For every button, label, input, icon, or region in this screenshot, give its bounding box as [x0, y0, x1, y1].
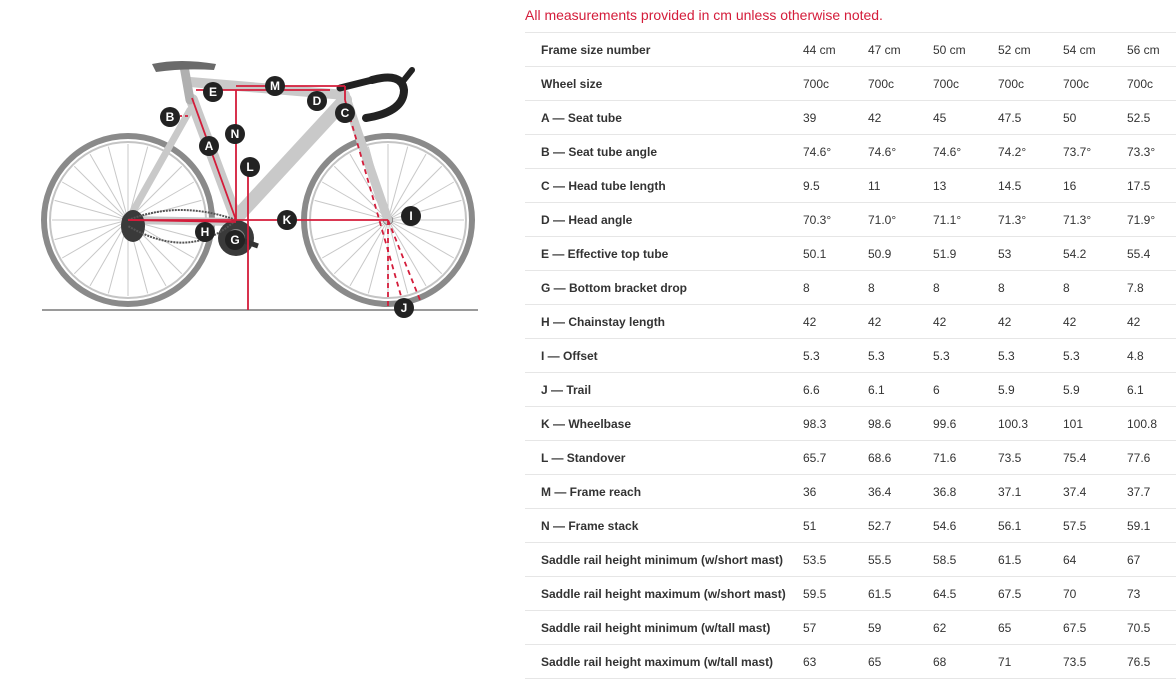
- row-label: A — Seat tube: [525, 101, 803, 135]
- table-cell: 73.3°: [1127, 135, 1176, 169]
- table-row: [525, 645, 1176, 679]
- table-cell: 700c: [868, 67, 933, 101]
- table-cell: 99.6: [933, 407, 998, 441]
- table-cell: 59.5: [803, 577, 868, 611]
- spoke: [315, 200, 388, 220]
- table-cell: 71.3°: [998, 203, 1063, 237]
- table-cell: 77.6: [1127, 441, 1176, 475]
- marker-a: [199, 136, 219, 156]
- table-cell: 67: [1127, 543, 1176, 577]
- table-cell: 700c: [998, 67, 1063, 101]
- table-cell: 5.9: [998, 373, 1063, 407]
- table-cell: 56.1: [998, 509, 1063, 543]
- table-cell: 11: [868, 169, 933, 203]
- table-cell: 51: [803, 509, 868, 543]
- table-cell: 5.3: [933, 339, 998, 373]
- table-row: [525, 237, 1176, 271]
- table-cell: 68.6: [868, 441, 933, 475]
- marker-j: [394, 298, 414, 318]
- table-cell: 58.5: [933, 543, 998, 577]
- marker-b: [160, 107, 180, 127]
- table-cell: 6.6: [803, 373, 868, 407]
- table-cell: 44 cm: [803, 33, 868, 67]
- table-cell: 74.2°: [998, 135, 1063, 169]
- table-row: [525, 33, 1176, 67]
- table-cell: 700c: [933, 67, 998, 101]
- marker-d: [307, 91, 327, 111]
- table-cell: 6.1: [1127, 373, 1176, 407]
- svg-text:J: J: [400, 301, 408, 315]
- row-label: C — Head tube length: [525, 169, 803, 203]
- table-cell: 5.3: [998, 339, 1063, 373]
- row-label: Saddle rail height minimum (w/short mast): [525, 543, 803, 577]
- table-cell: 70: [1063, 577, 1127, 611]
- table-cell: 700c: [803, 67, 868, 101]
- table-cell: 47 cm: [868, 33, 933, 67]
- table-cell: 42: [933, 305, 998, 339]
- spoke: [55, 200, 128, 220]
- table-cell: 73: [1127, 577, 1176, 611]
- bike-geometry-diagram: [0, 0, 520, 694]
- table-cell: 98.6: [868, 407, 933, 441]
- marker-l: [240, 157, 260, 177]
- table-cell: 37.4: [1063, 475, 1127, 509]
- row-label: N — Frame stack: [525, 509, 803, 543]
- table-row: [525, 203, 1176, 237]
- marker-m: [265, 76, 285, 96]
- table-cell: 42: [1063, 305, 1127, 339]
- spoke: [55, 220, 128, 240]
- table-cell: 42: [1127, 305, 1176, 339]
- table-cell: 8: [803, 271, 868, 305]
- svg-text:B: B: [165, 110, 175, 124]
- table-cell: 700c: [1063, 67, 1127, 101]
- table-row: [525, 169, 1176, 203]
- row-label: J — Trail: [525, 373, 803, 407]
- table-cell: 16: [1063, 169, 1127, 203]
- table-cell: 54 cm: [1063, 33, 1127, 67]
- table-row: [525, 339, 1176, 373]
- table-cell: 700c: [1127, 67, 1176, 101]
- spoke: [388, 200, 461, 220]
- table-cell: 42: [868, 305, 933, 339]
- row-label: D — Head angle: [525, 203, 803, 237]
- table-cell: 5.3: [803, 339, 868, 373]
- row-label: Wheel size: [525, 67, 803, 101]
- marker-n: [225, 124, 245, 144]
- table-row: [525, 611, 1176, 645]
- table-cell: 4.8: [1127, 339, 1176, 373]
- marker-h: [195, 222, 215, 242]
- table-cell: 36.4: [868, 475, 933, 509]
- table-cell: 64: [1063, 543, 1127, 577]
- table-cell: 53: [998, 237, 1063, 271]
- table-cell: 100.3: [998, 407, 1063, 441]
- svg-text:C: C: [340, 106, 350, 120]
- table-cell: 8: [1063, 271, 1127, 305]
- table-cell: 70.3°: [803, 203, 868, 237]
- table-cell: 71.9°: [1127, 203, 1176, 237]
- table-cell: 71.0°: [868, 203, 933, 237]
- row-label: I — Offset: [525, 339, 803, 373]
- svg-text:D: D: [312, 94, 322, 108]
- table-cell: 59.1: [1127, 509, 1176, 543]
- table-cell: 65: [868, 645, 933, 679]
- svg-text:A: A: [204, 139, 214, 153]
- table-cell: 74.6°: [803, 135, 868, 169]
- svg-text:M: M: [270, 79, 280, 93]
- table-row: [525, 475, 1176, 509]
- table-cell: 64.5: [933, 577, 998, 611]
- table-cell: 37.7: [1127, 475, 1176, 509]
- table-cell: 50.1: [803, 237, 868, 271]
- table-cell: 62: [933, 611, 998, 645]
- bike-illustration: [0, 0, 520, 330]
- table-cell: 73.5: [1063, 645, 1127, 679]
- measurement-note: All measurements provided in cm unless otherwise noted.: [525, 7, 883, 23]
- table-cell: 37.1: [998, 475, 1063, 509]
- table-cell: 73.5: [998, 441, 1063, 475]
- table-cell: 56 cm: [1127, 33, 1176, 67]
- svg-text:H: H: [200, 225, 210, 239]
- table-cell: 74.6°: [868, 135, 933, 169]
- table-cell: 67.5: [998, 577, 1063, 611]
- table-cell: 54.2: [1063, 237, 1127, 271]
- table-cell: 52.7: [868, 509, 933, 543]
- table-cell: 50.9: [868, 237, 933, 271]
- table-cell: 8: [998, 271, 1063, 305]
- table-cell: 73.7°: [1063, 135, 1127, 169]
- marker-i: [401, 206, 421, 226]
- table-cell: 65: [998, 611, 1063, 645]
- row-label: K — Wheelbase: [525, 407, 803, 441]
- table-cell: 71.1°: [933, 203, 998, 237]
- marker-c: [335, 103, 355, 123]
- table-cell: 55.4: [1127, 237, 1176, 271]
- table-cell: 65.7: [803, 441, 868, 475]
- table-cell: 57.5: [1063, 509, 1127, 543]
- spoke: [388, 220, 461, 240]
- table-row: [525, 373, 1176, 407]
- table-cell: 57: [803, 611, 868, 645]
- table-cell: 61.5: [998, 543, 1063, 577]
- table-cell: 71.6: [933, 441, 998, 475]
- table-cell: 7.8: [1127, 271, 1176, 305]
- row-label: E — Effective top tube: [525, 237, 803, 271]
- table-row: [525, 407, 1176, 441]
- table-cell: 68: [933, 645, 998, 679]
- table-cell: 8: [868, 271, 933, 305]
- marker-g: [225, 230, 245, 250]
- table-cell: 36: [803, 475, 868, 509]
- table-cell: 5.3: [1063, 339, 1127, 373]
- table-cell: 53.5: [803, 543, 868, 577]
- table-row: [525, 67, 1176, 101]
- table-row: [525, 271, 1176, 305]
- table-cell: 74.6°: [933, 135, 998, 169]
- table-cell: 67.5: [1063, 611, 1127, 645]
- table-cell: 71.3°: [1063, 203, 1127, 237]
- table-cell: 101: [1063, 407, 1127, 441]
- table-row: [525, 577, 1176, 611]
- table-cell: 52.5: [1127, 101, 1176, 135]
- table-cell: 59: [868, 611, 933, 645]
- table-row: [525, 305, 1176, 339]
- table-cell: 8: [933, 271, 998, 305]
- row-label: Saddle rail height maximum (w/tall mast): [525, 645, 803, 679]
- spoke: [315, 220, 388, 240]
- table-row: [525, 135, 1176, 169]
- table-cell: 98.3: [803, 407, 868, 441]
- table-cell: 100.8: [1127, 407, 1176, 441]
- row-label: L — Standover: [525, 441, 803, 475]
- table-cell: 61.5: [868, 577, 933, 611]
- svg-text:I: I: [409, 209, 413, 223]
- spoke: [368, 220, 388, 293]
- row-label: Saddle rail height maximum (w/short mast): [525, 577, 803, 611]
- table-cell: 36.8: [933, 475, 998, 509]
- table-cell: 39: [803, 101, 868, 135]
- table-cell: 6.1: [868, 373, 933, 407]
- marker-k: [277, 210, 297, 230]
- table-cell: 70.5: [1127, 611, 1176, 645]
- svg-text:K: K: [282, 213, 292, 227]
- table-cell: 75.4: [1063, 441, 1127, 475]
- table-row: [525, 509, 1176, 543]
- row-label: H — Chainstay length: [525, 305, 803, 339]
- table-cell: 76.5: [1127, 645, 1176, 679]
- table-cell: 45: [933, 101, 998, 135]
- table-cell: 42: [803, 305, 868, 339]
- geometry-table: [525, 32, 1176, 679]
- table-cell: 9.5: [803, 169, 868, 203]
- table-cell: 6: [933, 373, 998, 407]
- row-label: M — Frame reach: [525, 475, 803, 509]
- row-label: B — Seat tube angle: [525, 135, 803, 169]
- svg-text:N: N: [230, 127, 240, 141]
- spoke: [108, 147, 128, 220]
- row-label: G — Bottom bracket drop: [525, 271, 803, 305]
- table-cell: 47.5: [998, 101, 1063, 135]
- table-cell: 55.5: [868, 543, 933, 577]
- marker-e: [203, 82, 223, 102]
- table-cell: 5.3: [868, 339, 933, 373]
- table-cell: 63: [803, 645, 868, 679]
- table-cell: 17.5: [1127, 169, 1176, 203]
- table-row: [525, 441, 1176, 475]
- table-cell: 52 cm: [998, 33, 1063, 67]
- table-cell: 13: [933, 169, 998, 203]
- table-row: [525, 101, 1176, 135]
- table-cell: 42: [868, 101, 933, 135]
- row-label: Frame size number: [525, 33, 803, 67]
- svg-text:L: L: [246, 160, 254, 174]
- table-cell: 51.9: [933, 237, 998, 271]
- table-cell: 54.6: [933, 509, 998, 543]
- table-cell: 50 cm: [933, 33, 998, 67]
- table-row: [525, 543, 1176, 577]
- row-label: Saddle rail height minimum (w/tall mast): [525, 611, 803, 645]
- table-cell: 14.5: [998, 169, 1063, 203]
- table-cell: 71: [998, 645, 1063, 679]
- svg-text:E: E: [208, 85, 218, 99]
- table-cell: 50: [1063, 101, 1127, 135]
- svg-text:G: G: [230, 233, 240, 247]
- table-cell: 5.9: [1063, 373, 1127, 407]
- table-cell: 42: [998, 305, 1063, 339]
